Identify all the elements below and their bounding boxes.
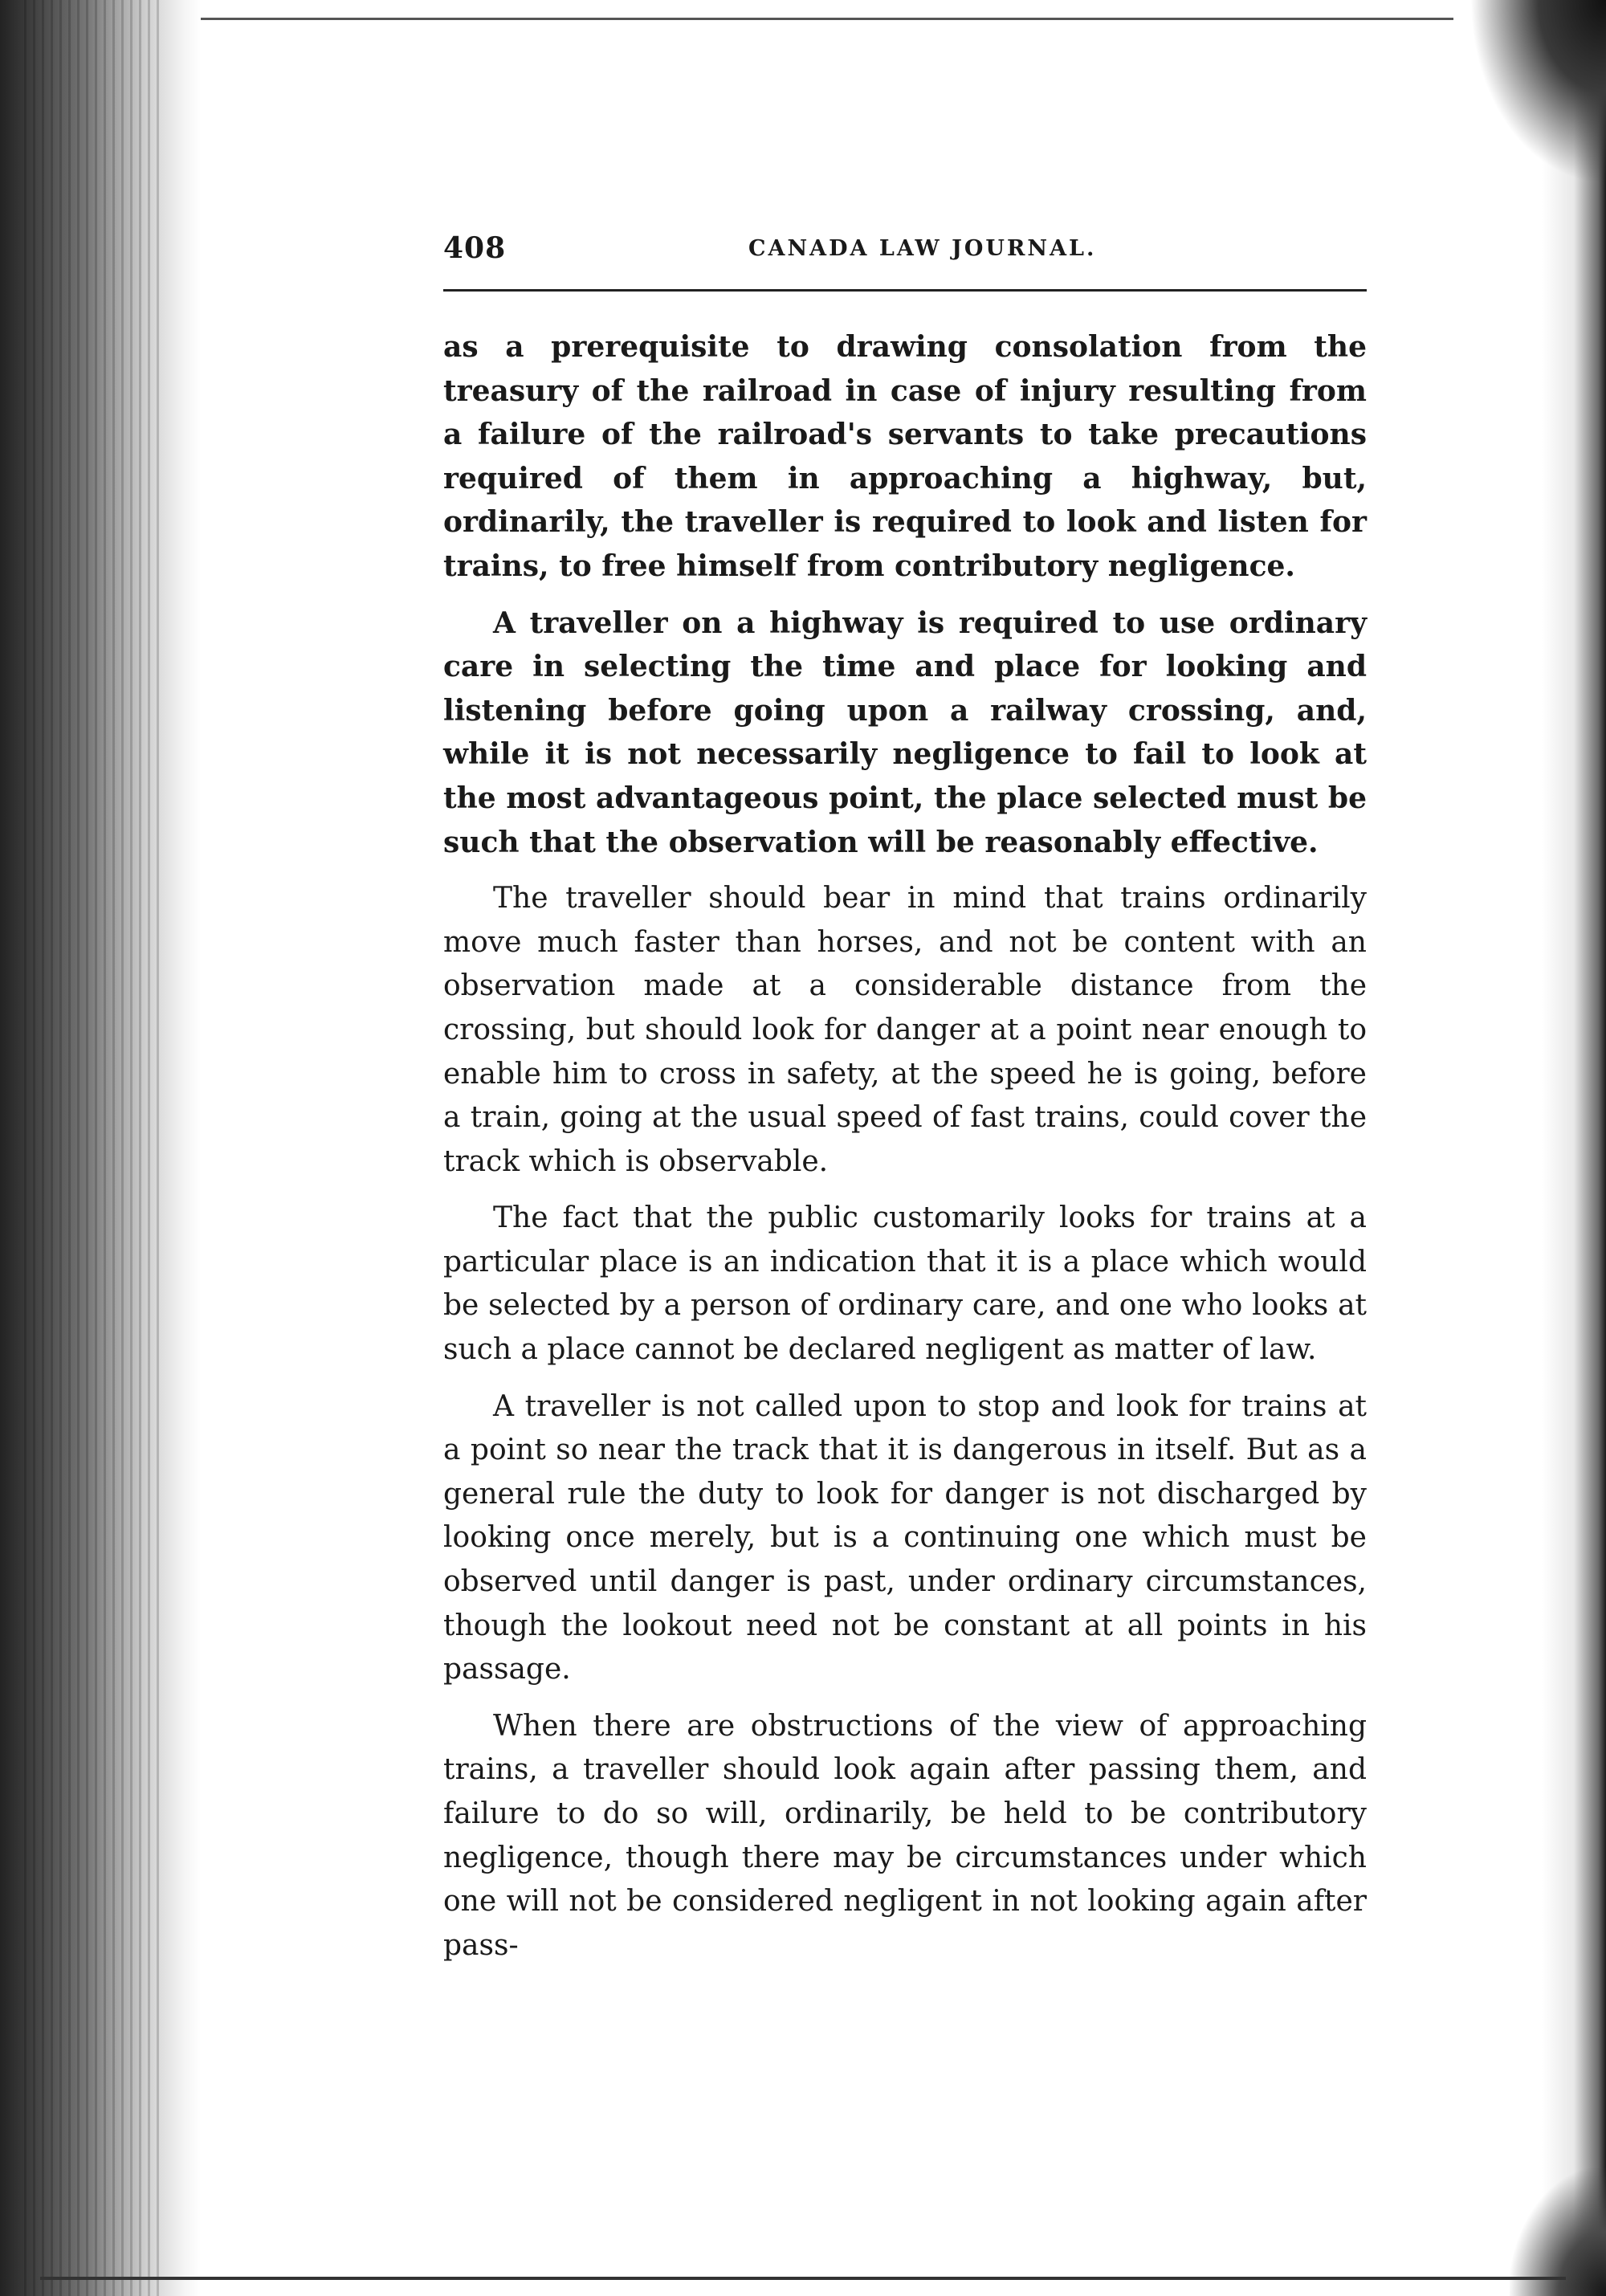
running-head: CANADA LAW JOURNAL. (748, 236, 1097, 261)
paragraph-4: The fact that the public customarily looks for trains at a particular place is an indication that it is a place which would be selected by a person of ordinary care, and one who looks at such a place cannot be declared negligent as matter of law. (443, 1201, 1367, 1367)
paragraph-3: The traveller should bear in mind that trains ordinarily move much faster than horses, and not be content with an observation made at a considerable distance from the crossing, but should look for danger at a point near enough to enable him to cross in safety, at the speed he is going, before a train, going at the usual speed of fast trains, could cover the track which is observable. (443, 882, 1367, 1178)
page-bottom-edge (40, 2277, 1566, 2280)
page-header (443, 231, 1367, 279)
page-right-edge (1542, 0, 1606, 2296)
corner-shadow-top (1469, 0, 1606, 185)
paragraph-5: A traveller is not called upon to stop and look for trains at a point so near the track that it is dangerous in itself. But as a general rule the duty to look for danger is not discharged by looking once merely, but is a continuing one which must be observed until danger is past, under ordinary circumstances, though the lookout need not be constant at all points in his passage. (443, 1389, 1367, 1686)
paragraph-6: When there are obstructions of the view of approaching trains, a traveller should look again after passing them, and failure to do so will, ordinarily, be held to be contributory negligence, though there may be circumstances under which one will not be considered negligent in not looking again after pass- (443, 1709, 1367, 1962)
body-text (443, 325, 1367, 1980)
page-top-edge (201, 18, 1453, 20)
paragraph-2: A traveller on a highway is required to use ordinary care in selecting the time and place for looking and listening before going upon a railway crossing, and, while it is not necessarily negligence to fail to look at the most advantageous point, the place selected must be such that the observation will be reasonably effective. (443, 606, 1367, 859)
paragraph-1: as a prerequisite to drawing consolation from the treasury of the railroad in case of injury resulting from a failure of the railroad's servants to take precautions required of them in approaching a highway, but, ordinarily, the traveller is required to look and listen for trains, to free himself from contributory negligence. (443, 330, 1367, 583)
binding-streaks (24, 0, 161, 2296)
header-rule (443, 289, 1367, 292)
page-number: 408 (443, 231, 507, 265)
